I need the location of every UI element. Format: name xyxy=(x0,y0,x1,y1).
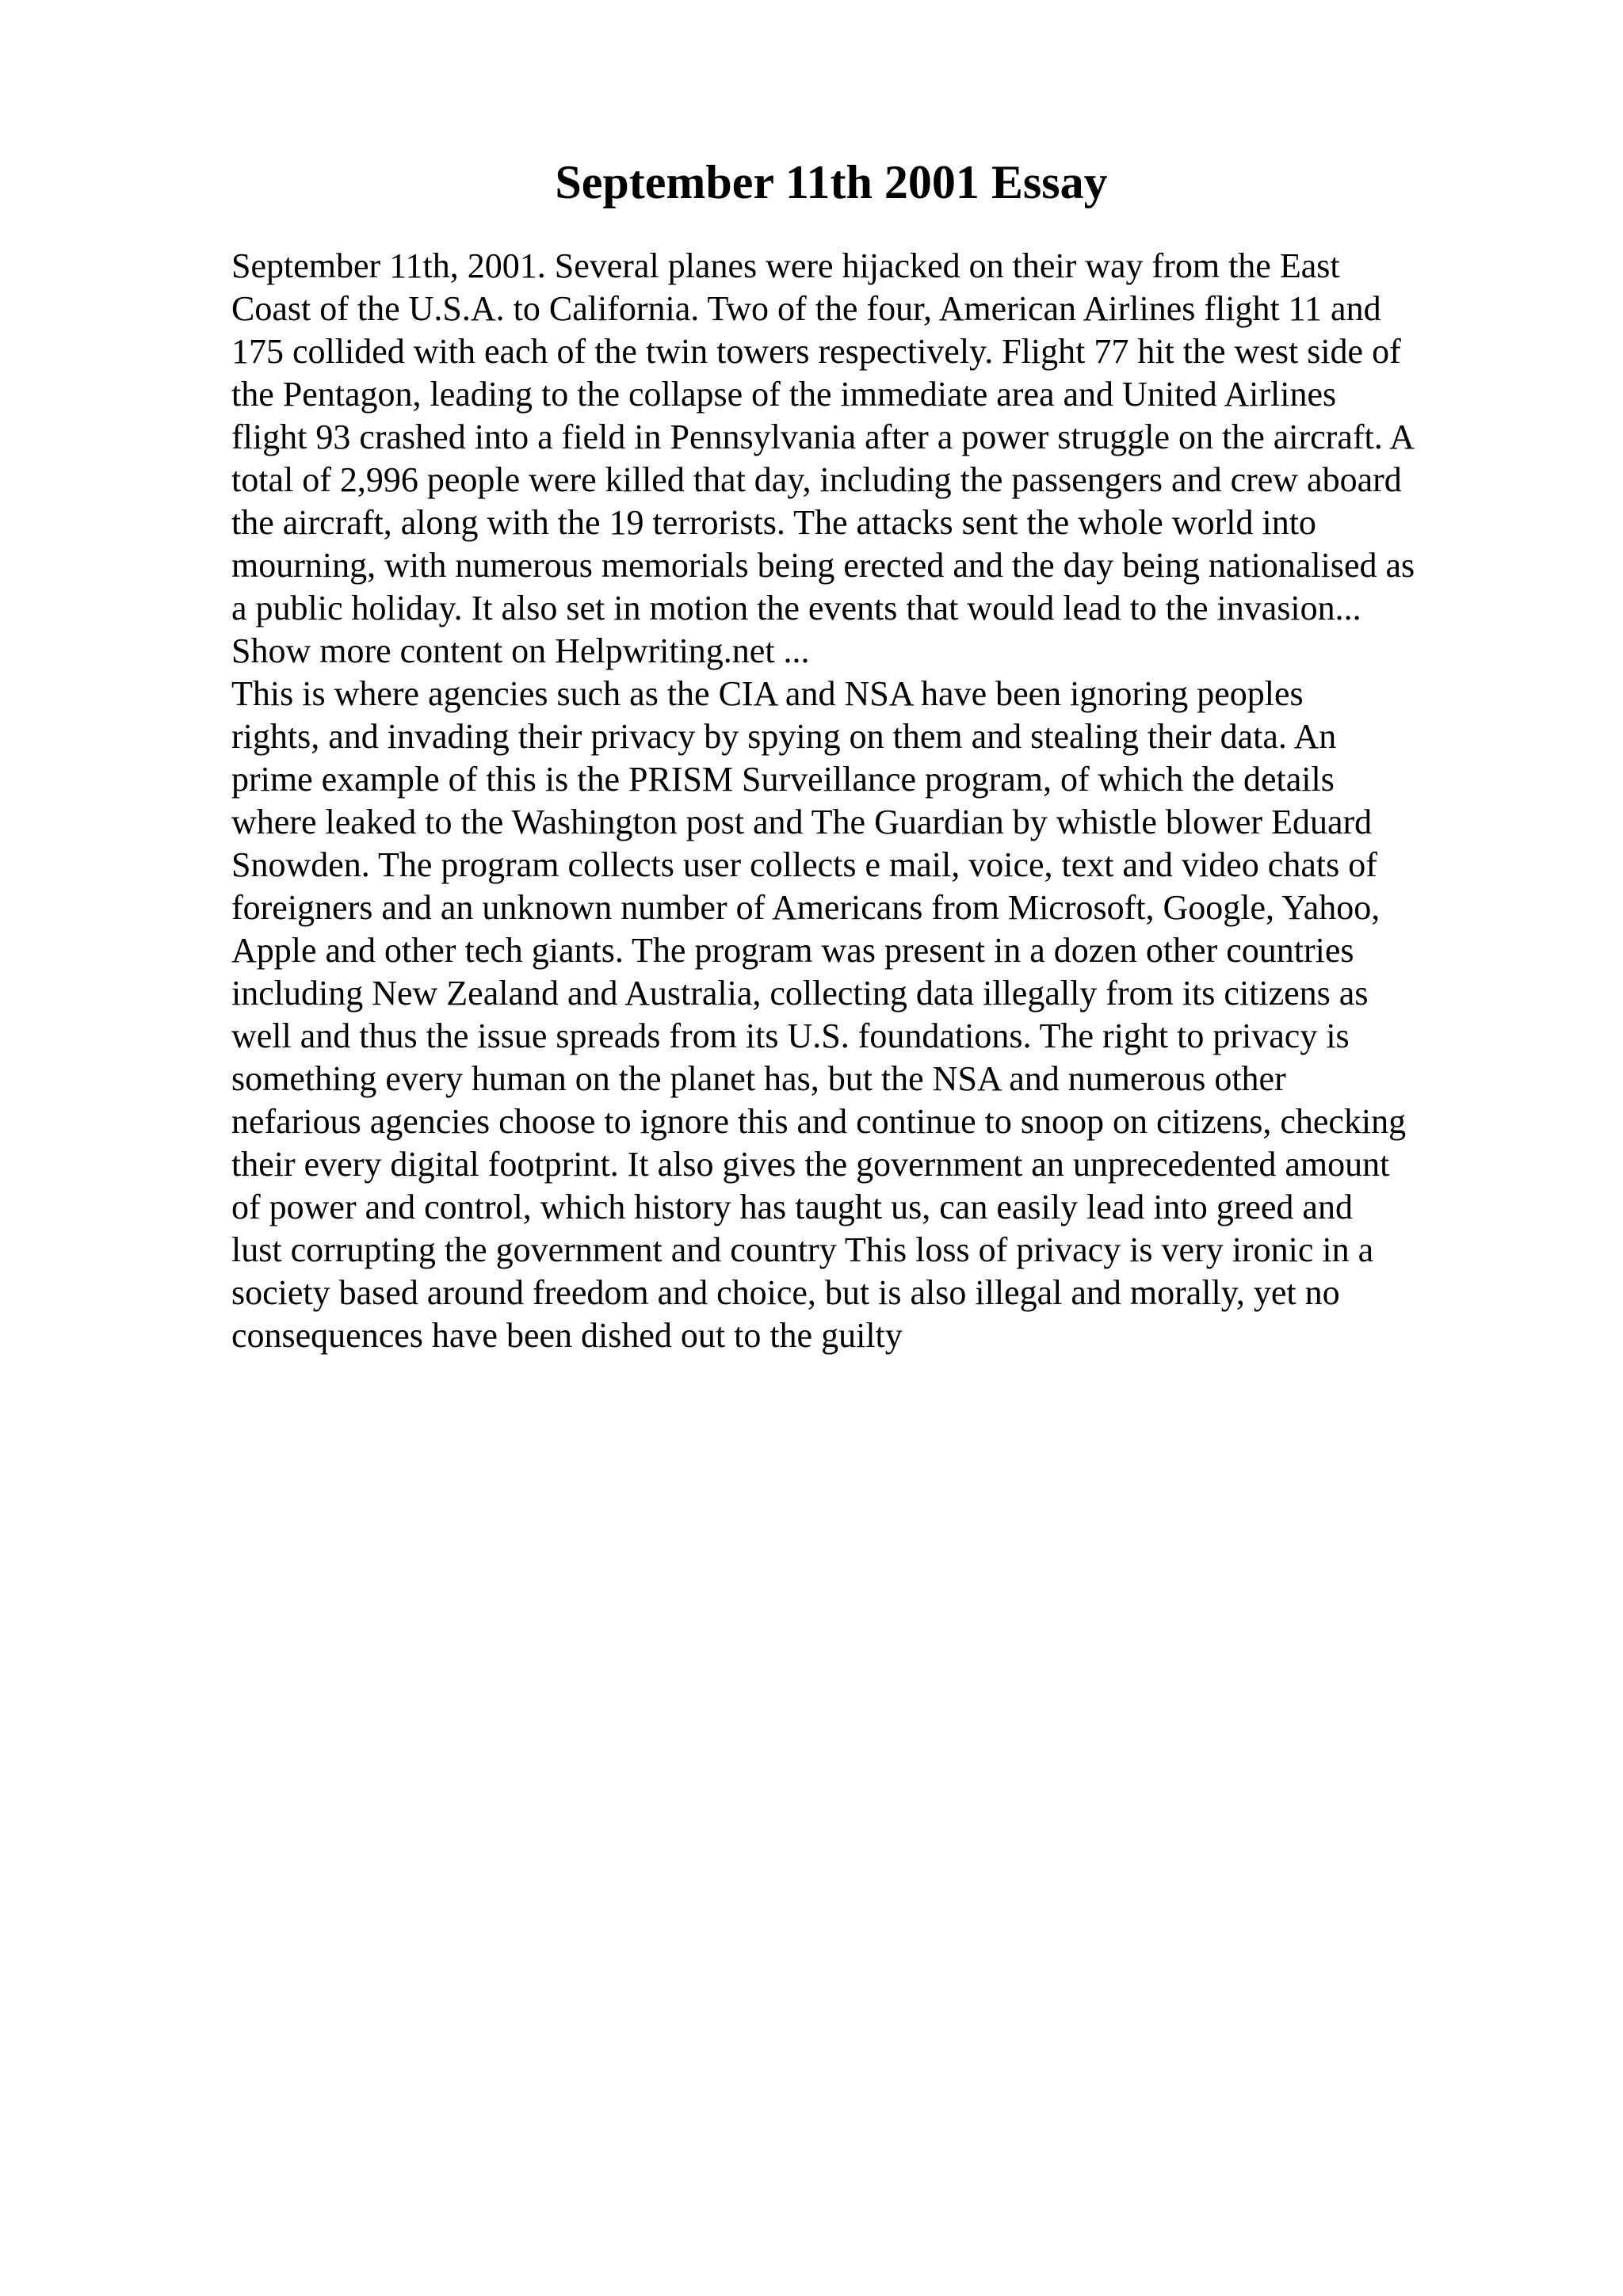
text-line: September 11th, 2001. Several planes were hijacked on their way from the East xyxy=(231,246,1340,285)
essay-body xyxy=(231,245,1515,1357)
text-line: nefarious agencies choose to ignore this and continue to snoop on citizens, checking xyxy=(231,1102,1407,1141)
text-line: foreigners and an unknown number of Americans from Microsoft, Google, Yahoo, xyxy=(231,888,1381,927)
text-line: well and thus the issue spreads from its U.S. foundations. The right to privacy is xyxy=(231,1016,1350,1055)
text-line: society based around freedom and choice, but is also illegal and morally, yet no xyxy=(231,1273,1340,1312)
text-line: This is where agencies such as the CIA and NSA have been ignoring peoples xyxy=(231,674,1304,713)
text-line: total of 2,996 people were killed that day, including the passengers and crew aboard xyxy=(231,460,1402,499)
text-line: prime example of this is the PRISM Surveillance program, of which the details xyxy=(231,760,1335,799)
text-line: the Pentagon, leading to the collapse of the immediate area and United Airlines xyxy=(231,375,1337,414)
text-line: including New Zealand and Australia, collecting data illegally from its citizens as xyxy=(231,974,1369,1013)
text-line: 175 collided with each of the twin towers respectively. Flight 77 hit the west side of xyxy=(231,332,1401,371)
text-line: their every digital footprint. It also gives the government an unprecedented amount xyxy=(231,1145,1390,1184)
text-line: Coast of the U.S.A. to California. Two of the four, American Airlines flight 11 and xyxy=(231,289,1381,328)
text-line: Snowden. The program collects user collects e mail, voice, text and video chats of xyxy=(231,845,1377,884)
text-line: where leaked to the Washington post and The Guardian by whistle blower Eduard xyxy=(231,803,1373,841)
text-line: a public holiday. It also set in motion the events that would lead to the invasion... xyxy=(231,589,1361,627)
text-line: rights, and invading their privacy by spying on them and stealing their data. An xyxy=(231,717,1337,756)
document-title: September 11th 2001 Essay xyxy=(555,156,1108,208)
text-line: something every human on the planet has, but the NSA and numerous other xyxy=(231,1059,1286,1098)
text-line: lust corrupting the government and country This loss of privacy is very ironic in a xyxy=(231,1230,1374,1269)
text-line: of power and control, which history has taught us, can easily lead into greed and xyxy=(231,1188,1353,1226)
show-more-link-line[interactable]: Show more content on Helpwriting.net ... xyxy=(231,631,810,670)
text-line: mourning, with numerous memorials being erected and the day being nationalised as xyxy=(231,546,1415,585)
text-line: the aircraft, along with the 19 terrorists. The attacks sent the whole world into xyxy=(231,503,1316,542)
text-line: consequences have been dished out to the guilty xyxy=(231,1316,903,1355)
text-line: Apple and other tech giants. The program was present in a dozen other countries xyxy=(231,931,1354,970)
text-line: flight 93 crashed into a field in Pennsylvania after a power struggle on the aircraft. A xyxy=(231,418,1415,456)
